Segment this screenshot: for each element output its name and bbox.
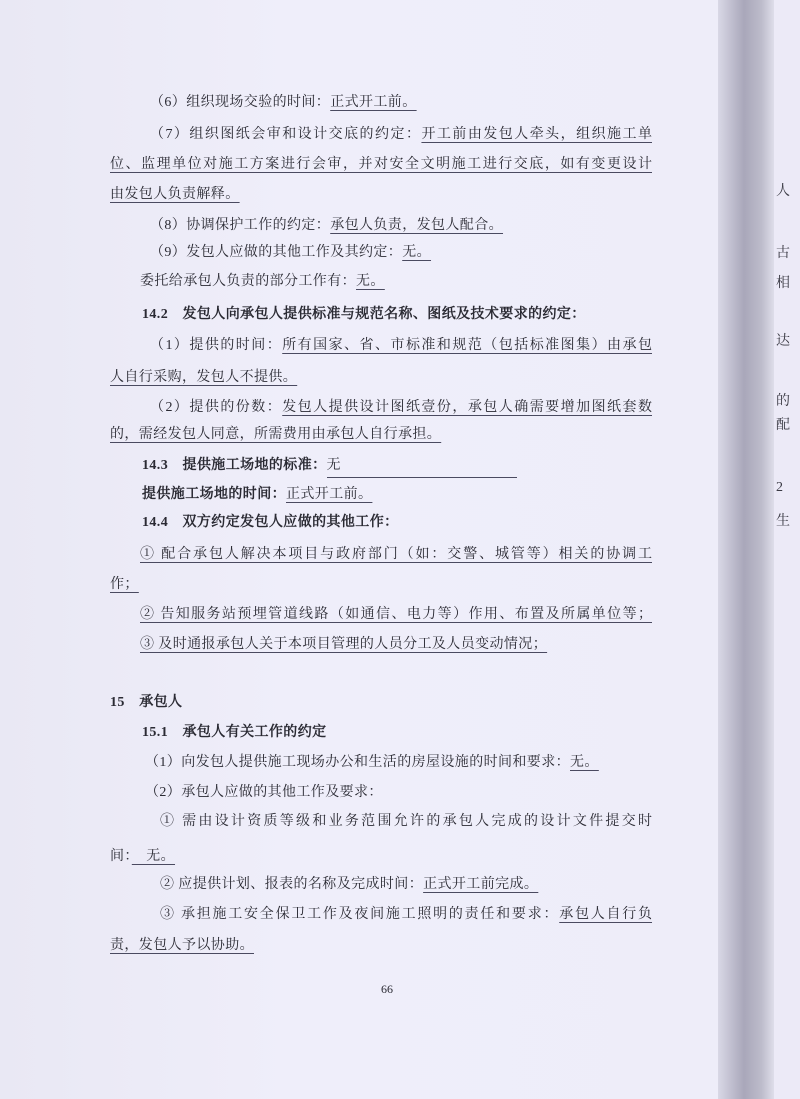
clause-text: （2）承包人应做的其他工作及要求： xyxy=(145,785,383,800)
text-line xyxy=(142,456,517,478)
text-line xyxy=(142,513,399,533)
adjacent-page-fragment: 生 xyxy=(776,514,790,529)
text-line xyxy=(110,368,297,388)
filled-answer: 位、监理单位对施工方案进行会审，并对安全文明施工进行交底，如有变更设计 xyxy=(110,157,652,172)
text-line xyxy=(110,425,441,445)
text-line xyxy=(110,847,175,867)
filled-answer: ① 配合承包人解决本项目与政府部门（如：交警、城管等）相关的协调工 xyxy=(140,547,652,562)
page-number: 66 xyxy=(381,982,393,996)
text-line xyxy=(140,272,385,292)
text-line xyxy=(110,575,139,595)
clause-text: （9）发包人应做的其他工作及其约定： xyxy=(150,245,403,260)
clause-text: （1）向发包人提供施工现场办公和生活的房屋设施的时间和要求： xyxy=(145,755,570,770)
filled-answer: 正式开工前。 xyxy=(330,95,417,110)
adjacent-page-fragment: 的 xyxy=(776,394,790,409)
filled-answer: 无 xyxy=(327,456,517,478)
adjacent-page-fragment: 2 xyxy=(776,480,783,495)
adjacent-page-fragment: 人 xyxy=(776,184,790,199)
text-line xyxy=(142,485,372,505)
adjacent-page-edge xyxy=(774,0,800,1099)
filled-answer: ② 告知服务站预埋管道线路（如通信、电力等）作用、布置及所属单位等； xyxy=(140,607,652,622)
filled-answer: 责，发包人予以协助。 xyxy=(110,938,254,953)
filled-answer: 所有国家、省、市标准和规范（包括标准图集）由承包 xyxy=(282,338,652,353)
text-line xyxy=(145,783,383,803)
text-line xyxy=(150,93,417,113)
filled-answer: 的，需经发包人同意，所需费用由承包人自行承担。 xyxy=(110,427,442,442)
text-line xyxy=(110,155,652,175)
filled-answer: 无。 xyxy=(131,849,176,864)
clause-text: ① 需由设计资质等级和业务范围允许的承包人完成的设计文件提交时 xyxy=(160,814,652,829)
text-line xyxy=(150,125,652,145)
clause-text: 提供施工场地的时间： xyxy=(142,487,286,502)
clause-text: （7）组织图纸会审和设计交底的约定： xyxy=(150,127,422,142)
filled-answer: 开工前由发包人牵头，组织施工单 xyxy=(421,127,652,142)
filled-answer: 无。 xyxy=(402,245,432,260)
filled-answer: 正式开工前。 xyxy=(286,487,373,502)
clause-text: 15.1 承包人有关工作的约定 xyxy=(142,725,327,740)
adjacent-page-fragment: 达 xyxy=(776,334,790,349)
clause-text: 15 承包人 xyxy=(110,695,183,710)
text-line xyxy=(142,723,327,743)
text-line xyxy=(142,305,586,325)
text-line xyxy=(160,875,538,895)
filled-answer: 承包人自行负 xyxy=(559,907,653,922)
text-line xyxy=(160,812,652,832)
filled-answer: 由发包人负责解释。 xyxy=(110,187,240,202)
text-line xyxy=(150,243,431,263)
text-line xyxy=(145,753,599,773)
filled-answer: 作； xyxy=(110,577,139,592)
clause-text: 14.4 双方约定发包人应做的其他工作： xyxy=(142,515,399,530)
clause-text: 间： xyxy=(110,849,132,864)
clause-text: 14.3 提供施工场地的标准： xyxy=(142,458,327,473)
clause-text: 委托给承包人负责的部分工作有： xyxy=(140,274,356,289)
clause-text: （6）组织现场交验的时间： xyxy=(150,95,331,110)
text-line xyxy=(160,905,652,925)
filled-answer: ③ 及时通报承包人关于本项目管理的人员分工及人员变动情况； xyxy=(140,637,548,652)
adjacent-page-fragment: 古 xyxy=(776,246,790,261)
text-line xyxy=(150,398,652,418)
text-line xyxy=(140,545,652,565)
filled-answer: 人自行采购，发包人不提供。 xyxy=(110,370,298,385)
text-line xyxy=(110,185,240,205)
clause-text: ② 应提供计划、报表的名称及完成时间： xyxy=(160,877,424,892)
filled-answer: 发包人提供设计图纸壹份，承包人确需要增加图纸套数 xyxy=(282,400,652,415)
page-gutter-shadow xyxy=(718,0,776,1099)
adjacent-page-fragment: 相 xyxy=(776,276,790,291)
clause-text: （1）提供的时间： xyxy=(150,338,283,353)
text-line xyxy=(110,693,182,713)
text-line xyxy=(150,336,652,356)
adjacent-page-fragment: 配 xyxy=(776,418,790,433)
text-line xyxy=(110,936,254,956)
text-line xyxy=(140,635,547,655)
text-line xyxy=(150,216,503,236)
filled-answer: 无。 xyxy=(356,274,385,289)
clause-text: ③ 承担施工安全保卫工作及夜间施工照明的责任和要求： xyxy=(160,907,560,922)
clause-text: （2）提供的份数： xyxy=(150,400,283,415)
filled-answer: 承包人负责，发包人配合。 xyxy=(330,218,504,233)
text-line xyxy=(140,605,652,625)
clause-text: 14.2 发包人向承包人提供标准与规范名称、图纸及技术要求的约定： xyxy=(142,307,586,322)
filled-answer: 正式开工前完成。 xyxy=(423,877,539,892)
clause-text: （8）协调保护工作的约定： xyxy=(150,218,331,233)
filled-answer: 无。 xyxy=(570,755,599,770)
